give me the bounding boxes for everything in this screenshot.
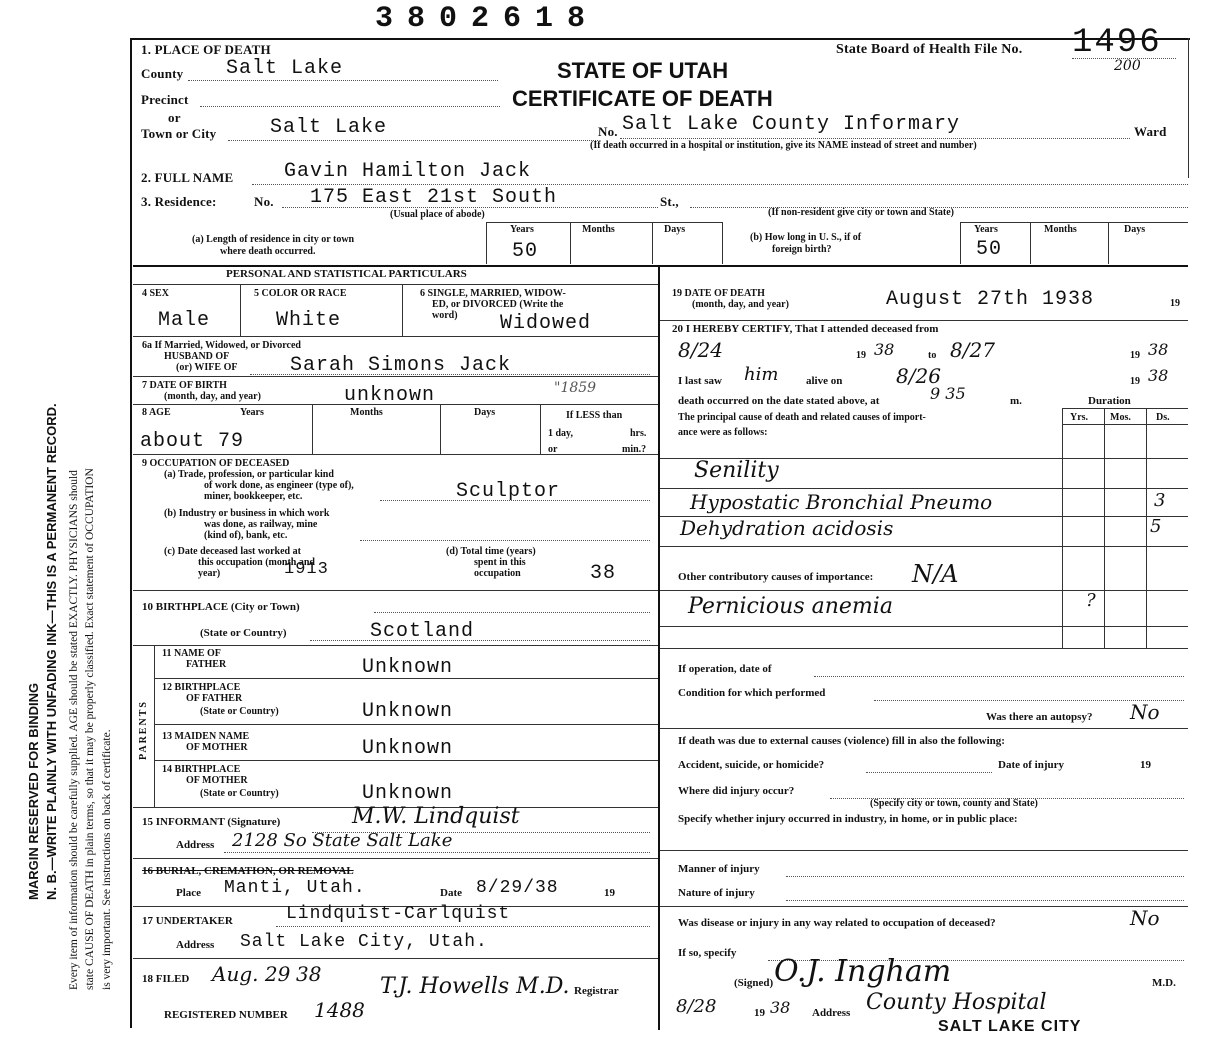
age-day-label: 1 day,: [548, 428, 574, 439]
undertaker-value: Lindquist-Carlquist: [286, 904, 511, 924]
occupation-d-1: (d) Total time (years): [446, 546, 536, 557]
nonresident-note: (If non-resident give city or town and State): [768, 207, 955, 218]
us-months-label: Months: [1044, 224, 1077, 235]
where-label: Where did injury occur?: [678, 785, 795, 797]
duration-label: Duration: [1088, 395, 1131, 407]
occurred-time: 9 35: [930, 384, 966, 403]
disposition-label: 16 BURIAL, CREMATION, OR REMOVAL: [142, 865, 354, 877]
occupational-value: No: [1130, 906, 1160, 930]
dob-label-2: (month, day, and year): [164, 391, 261, 402]
age-months-label: Months: [350, 407, 383, 418]
specify-place-label: Specify whether injury occurred in industry, in home, or in public place:: [678, 813, 1018, 825]
cause-2-days: 3: [1154, 490, 1166, 511]
death-date-year-suffix: 19: [1170, 298, 1180, 309]
father-bp-label-2: OF FATHER: [186, 693, 243, 704]
residence-value: 175 East 21st South: [310, 186, 558, 209]
length-years-label: Years: [510, 224, 534, 235]
father-bp-label-3: (State or Country): [200, 706, 279, 717]
yrs-label: Yrs.: [1070, 412, 1089, 423]
occupation-heading: 9 OCCUPATION OF DECEASED: [142, 458, 290, 469]
registered-number-label: REGISTERED NUMBER: [164, 1009, 288, 1021]
certify-from-year: 38: [874, 340, 895, 359]
town-label: Town or City: [141, 126, 217, 141]
margin-instruction-2: state CAUSE OF DEATH in plain terms, so that it may be properly classified. Exact statement of OCCUPATION: [84, 468, 96, 990]
father-bp-value: Unknown: [362, 700, 454, 723]
alive-year-prefix: 19: [1130, 376, 1140, 387]
us-residence-label-2: foreign birth?: [772, 244, 832, 255]
length-residence-label: (a) Length of residence in city or town: [192, 234, 355, 245]
certify-from: 8/24: [678, 338, 723, 362]
ds-label: Ds.: [1156, 412, 1170, 423]
autopsy-label: Was there an autopsy?: [986, 711, 1093, 723]
physician-address-label: Address: [812, 1007, 851, 1019]
physician-year-prefix: 19: [754, 1007, 765, 1019]
age-days-label: Days: [474, 407, 496, 418]
us-years-label: Years: [974, 224, 998, 235]
file-no-label: State Board of Health File No.: [836, 42, 1023, 57]
disposition-place: Manti, Utah.: [224, 878, 366, 898]
title-state: STATE OF UTAH: [557, 58, 729, 83]
if-so-label: If so, specify: [678, 947, 737, 959]
marital-label-3: word): [432, 310, 458, 321]
filed-label: 18 FILED: [142, 973, 190, 985]
alive-label: alive on: [806, 375, 843, 387]
full-name-label: 2. FULL NAME: [141, 170, 234, 185]
occupational-label: Was disease or injury in any way related to occupation of deceased?: [678, 917, 996, 929]
county-label: County: [141, 66, 184, 81]
us-days-label: Days: [1124, 224, 1146, 235]
occupation-b-3: (kind of), bank, etc.: [204, 530, 288, 541]
title-certificate: CERTIFICATE OF DEATH: [512, 86, 773, 111]
occupation-a-1: (a) Trade, profession, or particular kind: [164, 469, 334, 480]
registered-number: 1488: [314, 998, 365, 1022]
stamp-text: SALT LAKE CITY: [938, 1018, 1082, 1035]
spouse-label-2: HUSBAND OF: [164, 351, 230, 362]
cause-intro-1: The principal cause of death and related causes of import-: [678, 412, 926, 423]
autopsy-value: No: [1130, 700, 1160, 724]
institution-value: Salt Lake County Informary: [622, 113, 961, 136]
certify-year-prefix-2: 19: [1130, 350, 1140, 361]
mother-bp-label-2: OF MOTHER: [186, 775, 248, 786]
signed-label: (Signed): [734, 977, 774, 989]
marital-value: Widowed: [500, 312, 592, 335]
mother-bp-label-1: 14 BIRTHPLACE: [162, 764, 241, 775]
cause-intro-2: ance were as follows:: [678, 427, 768, 438]
spouse-value: Sarah Simons Jack: [290, 354, 512, 377]
mother-bp-label-3: (State or Country): [200, 788, 279, 799]
last-saw-who: him: [744, 364, 779, 385]
place-of-death-heading: 1. PLACE OF DEATH: [141, 42, 271, 57]
physician-date: 8/28: [676, 996, 717, 1017]
margin-instruction-3: is very important. See instructions on back of certificate.: [101, 729, 113, 990]
mother-name-label-2: OF MOTHER: [186, 742, 248, 753]
file-no-extra: 200: [1114, 58, 1141, 74]
physician-signature: O.J. Ingham: [774, 954, 952, 989]
external-intro: If death was due to external causes (violence) fill in also the following:: [678, 735, 1005, 747]
death-date-value: August 27th 1938: [886, 288, 1095, 311]
father-name-label-1: 11 NAME OF: [162, 648, 221, 659]
undertaker-address: Salt Lake City, Utah.: [240, 932, 488, 952]
age-value: about 79: [140, 430, 245, 453]
occupation-b-2: was done, as railway, mine: [204, 519, 318, 530]
alive-year: 38: [1148, 366, 1169, 385]
spouse-label-3: (or) WIFE OF: [176, 362, 238, 373]
full-name-value: Gavin Hamilton Jack: [284, 160, 532, 183]
certify-to: 8/27: [950, 338, 995, 362]
occupation-d-2: spent in this: [474, 557, 526, 568]
physician-year: 38: [770, 998, 791, 1017]
spouse-label-1: 6a If Married, Widowed, or Divorced: [142, 340, 301, 351]
dob-annotation: "1859: [554, 380, 597, 396]
occupation-b-1: (b) Industry or business in which work: [164, 508, 330, 519]
occupation-c-2: this occupation (month and: [198, 557, 315, 568]
residence-label: 3. Residence:: [141, 194, 217, 209]
filed-year: 38: [296, 962, 322, 986]
mother-bp-value: Unknown: [362, 782, 454, 805]
age-min-label: min.?: [622, 444, 647, 455]
occurred-label: death occurred on the date stated above, at: [678, 395, 880, 407]
birthplace-label: 10 BIRTHPLACE (City or Town): [142, 601, 300, 613]
occupation-d-value: 38: [590, 562, 617, 585]
ward-label: Ward: [1134, 124, 1167, 139]
mother-name-value: Unknown: [362, 737, 454, 760]
length-residence-label-2: where death occurred.: [220, 246, 316, 257]
death-date-label-1: 19 DATE OF DEATH: [672, 288, 765, 299]
certify-to-label: to: [928, 350, 937, 361]
last-saw-label: I last saw: [678, 375, 723, 387]
manner-label: Manner of injury: [678, 863, 760, 875]
cause-2: Hypostatic Bronchial Pneumo: [690, 490, 993, 514]
nature-label: Nature of injury: [678, 887, 755, 899]
father-bp-label-1: 12 BIRTHPLACE: [162, 682, 241, 693]
frame-left: [130, 38, 132, 1028]
informant-address: 2128 So State Salt Lake: [232, 830, 453, 851]
sex-value: Male: [158, 309, 211, 332]
color-label: 5 COLOR OR RACE: [254, 288, 347, 299]
sex-label: 4 SEX: [142, 288, 169, 299]
age-less-label: If LESS than: [566, 410, 623, 421]
occupation-c-value: 1913: [284, 560, 329, 579]
cause-1: Senility: [694, 458, 779, 483]
marital-label-1: 6 SINGLE, MARRIED, WIDOW-: [420, 288, 566, 299]
injury-year: 19: [1140, 759, 1151, 771]
disposition-date-label: Date: [440, 887, 462, 899]
dob-value: unknown: [344, 384, 436, 407]
death-date-label-2: (month, day, and year): [692, 299, 789, 310]
dob-label-1: 7 DATE OF BIRTH: [142, 380, 227, 391]
age-label: 8 AGE: [142, 407, 171, 418]
personal-heading: PERSONAL AND STATISTICAL PARTICULARS: [226, 268, 467, 280]
father-name-label-2: FATHER: [186, 659, 227, 670]
age-hrs-label: hrs.: [630, 428, 647, 439]
registrar-label: Registrar: [574, 985, 619, 997]
county-value: Salt Lake: [226, 57, 344, 80]
undertaker-label: 17 UNDERTAKER: [142, 915, 233, 927]
file-no-value: 1496: [1072, 24, 1162, 62]
certify-label: 20 I HEREBY CERTIFY, That I attended deceased from: [672, 323, 939, 335]
registrar-signature: T.J. Howells M.D.: [380, 974, 570, 999]
disposition-place-label: Place: [176, 887, 202, 899]
precinct-label: Precinct: [141, 92, 189, 107]
age-or-label: or: [548, 444, 558, 455]
other-causes-mark: N/A: [912, 560, 959, 588]
or-label: or: [168, 110, 181, 125]
mother-name-label-1: 13 MAIDEN NAME: [162, 731, 250, 742]
occupation-a-3: miner, bookkeeper, etc.: [204, 491, 303, 502]
length-months-label: Months: [582, 224, 615, 235]
certify-year-prefix-1: 19: [856, 350, 866, 361]
informant-address-label: Address: [176, 839, 215, 851]
birthplace-value: Scotland: [370, 620, 475, 643]
operation-label: If operation, date of: [678, 663, 772, 675]
alive-on: 8/26: [896, 364, 941, 388]
cause-3-days: 5: [1150, 516, 1162, 537]
occurred-suffix: m.: [1010, 395, 1022, 407]
undertaker-address-label: Address: [176, 939, 215, 951]
filed-date: Aug. 29: [212, 962, 291, 986]
birthplace-state-label: (State or Country): [200, 627, 287, 639]
certify-to-year: 38: [1148, 340, 1169, 359]
cause-3: Dehydration acidosis: [680, 516, 894, 540]
occupation-value: Sculptor: [456, 480, 561, 503]
abode-note: (Usual place of abode): [390, 209, 485, 220]
length-years-value: 50: [512, 240, 539, 263]
serial-number: 3802618: [375, 2, 600, 36]
institution-no-label: No.: [598, 124, 618, 139]
length-days-label: Days: [664, 224, 686, 235]
residence-no-label: No.: [254, 194, 274, 209]
margin-binding-note: MARGIN RESERVED FOR BINDING: [26, 682, 41, 900]
occupation-c-3: year): [198, 568, 221, 579]
occupation-c-1: (c) Date deceased last worked at: [164, 546, 301, 557]
condition-label: Condition for which performed: [678, 687, 826, 699]
color-value: White: [276, 309, 342, 332]
margin-instruction-1: Every item of information should be carefully supplied. AGE should be stated EXACTLY. PHYSICIANS should: [68, 470, 80, 990]
mos-label: Mos.: [1110, 412, 1131, 423]
parents-side-label: PARENTS: [138, 700, 149, 760]
other-cause: Pernicious anemia: [688, 594, 893, 619]
institution-note: (If death occurred in a hospital or institution, give its NAME instead of street and number): [590, 140, 977, 151]
disposition-year-suffix: 19: [604, 887, 615, 899]
informant-label: 15 INFORMANT (Signature): [142, 816, 281, 828]
father-name-value: Unknown: [362, 656, 454, 679]
occupation-a-2: of work done, as engineer (type of),: [204, 480, 354, 491]
frame-top: [130, 38, 1190, 40]
marital-label-2: ED, or DIVORCED (Write the: [432, 299, 564, 310]
accident-label: Accident, suicide, or homicide?: [678, 759, 825, 771]
injury-date-label: Date of injury: [998, 759, 1064, 771]
informant-signature: M.W. Lindquist: [352, 804, 520, 829]
md-label: M.D.: [1152, 977, 1176, 989]
occupation-d-3: occupation: [474, 568, 521, 579]
us-residence-label: (b) How long in U. S., if of: [750, 232, 862, 243]
age-years-label: Years: [240, 407, 264, 418]
frame-right: [1188, 38, 1189, 178]
where-note: (Specify city or town, county and State): [870, 798, 1038, 809]
disposition-date: 8/29/38: [476, 878, 559, 898]
town-value: Salt Lake: [270, 116, 388, 139]
residence-st-label: St.,: [660, 194, 679, 209]
other-causes-label: Other contributory causes of importance:: [678, 571, 874, 583]
physician-address: County Hospital: [866, 990, 1047, 1015]
margin-ink-note: N. B.—WRITE PLAINLY WITH UNFADING INK—THIS IS A PERMANENT RECORD.: [44, 403, 59, 900]
us-years-value: 50: [976, 238, 1003, 261]
other-cause-q: ?: [1086, 590, 1096, 611]
